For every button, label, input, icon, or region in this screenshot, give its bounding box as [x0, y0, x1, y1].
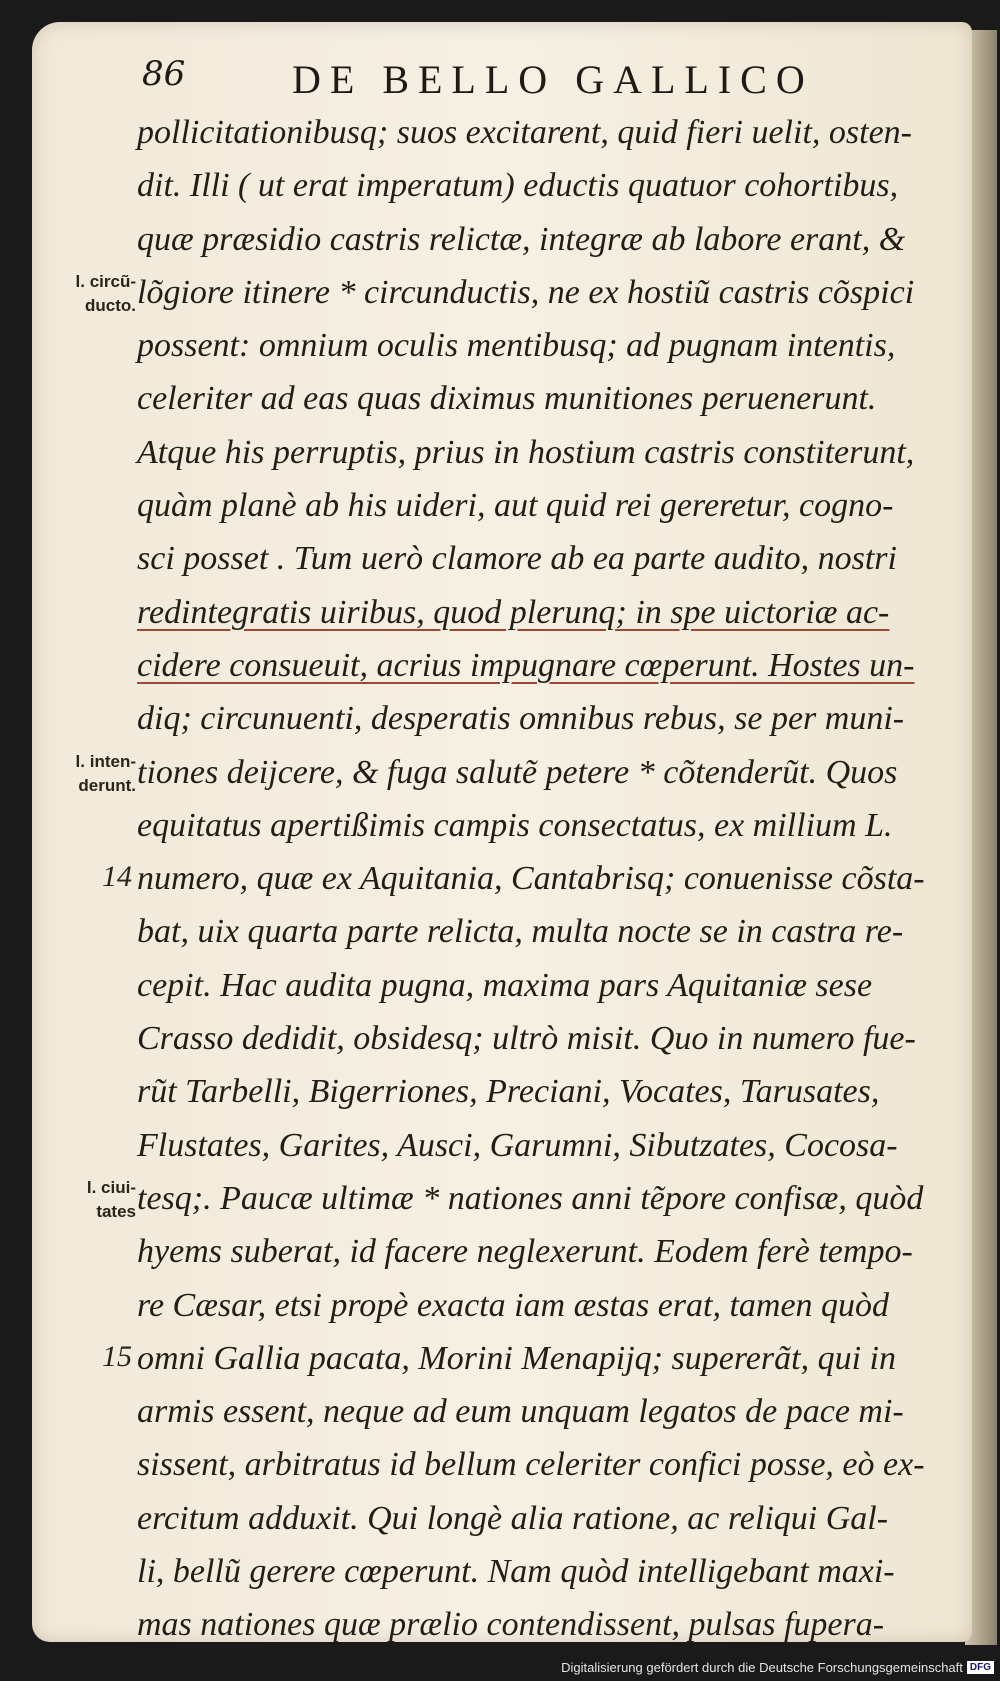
text-line: li, bellũ gerere cœperunt. Nam quòd intelligebant maxi- — [137, 1553, 895, 1591]
running-title: DE BELLO GALLICO — [292, 57, 814, 102]
text-line: ercitum adduxit. Qui longè alia ratione, ac reliqui Gal- — [137, 1499, 889, 1537]
text-line: bat, uix quarta parte relicta, multa nocte se in castra re- — [137, 913, 904, 951]
margin-number: 14 — [102, 860, 132, 894]
text-line: omni Gallia pacata, Morini Menapijq; supererãt, qui in — [137, 1339, 896, 1377]
text-line: celeriter ad eas quas diximus munitiones peruenerunt. — [137, 380, 877, 418]
text-line: redintegratis uiribus, quod plerunq; in spe uictoriæ ac- — [137, 593, 890, 631]
text-line: dit. Illi ( ut erat imperatum) eductis quatuor cohortibus, — [137, 167, 899, 205]
text-line: diq; circunuenti, desperatis omnibus rebus, se per muni- — [137, 700, 905, 738]
text-line: Flustates, Garites, Ausci, Garumni, Sibutzates, Cocosa- — [137, 1126, 898, 1164]
text-line: lõgiore itinere * circunductis, ne ex hostiũ castris cõspici — [137, 273, 915, 311]
text-line: hyems suberat, id facere neglexerunt. Eodem ferè tempo- — [137, 1233, 913, 1271]
text-line: tiones deijcere, & fuga salutẽ petere * cõtenderũt. Quos — [137, 753, 898, 791]
text-line: rũt Tarbelli, Bigerriones, Preciani, Vocates, Tarusates, — [137, 1073, 880, 1111]
margin-note: l. circũ- ducto. — [75, 271, 136, 315]
margin-number: 15 — [102, 1339, 132, 1373]
text-line: pollicitationibusq; suos excitarent, quid fieri uelit, osten- — [137, 114, 912, 151]
dfg-logo: DFG — [967, 1661, 994, 1674]
text-line: equitatus apertißimis campis consectatus, ex millium L. — [137, 806, 893, 844]
text-line: possent: omnium oculis mentibusq; ad pugnam intentis, — [137, 327, 896, 365]
page-number: 86 — [142, 54, 186, 94]
page-header — [142, 50, 902, 110]
text-line: Atque his perruptis, prius in hostium castris constiterunt, — [137, 433, 915, 471]
footer-credit — [561, 1657, 994, 1677]
text-line: armis essent, neque ad eum unquam legatos de pace mi- — [137, 1393, 904, 1431]
text-line: cepit. Hac audita pugna, maxima pars Aquitaniæ sese — [137, 966, 873, 1004]
text-line: cidere consueuit, acrius impugnare cœperunt. Hostes un- — [137, 646, 915, 684]
text-line: mas nationes quæ prælio contendissent, pulsas fupera- — [137, 1606, 885, 1642]
text-line: tesq;. Paucæ ultimæ * nationes anni tẽpore confisæ, quòd — [137, 1179, 924, 1217]
body-text — [137, 106, 967, 1642]
text-line: quàm planè ab his uideri, aut quid rei gereretur, cogno- — [137, 487, 894, 525]
footer-credit-text: Digitalisierung gefördert durch die Deutsche Forschungsgemeinschaft — [561, 1659, 963, 1675]
text-line: numero, quæ ex Aquitania, Cantabrisq; conuenisse cõsta- — [137, 860, 925, 898]
text-line: sci posset . Tum uerò clamore ab ea parte audito, nostri — [137, 540, 897, 578]
text-line: re Cæsar, etsi propè exacta iam æstas erat, tamen quòd — [137, 1286, 890, 1324]
text-line: sissent, arbitratus id bellum celeriter confici posse, eò ex- — [137, 1446, 925, 1484]
text-line: Crasso dedidit, obsidesq; ultrò misit. Quo in numero fue- — [137, 1020, 916, 1058]
margin-note: l. ciui- tates — [86, 1178, 136, 1221]
book-page — [32, 22, 972, 1642]
margin-note: l. inten- derunt. — [75, 751, 136, 795]
text-line: quæ præsidio castris relictæ, integræ ab labore erant, & — [137, 220, 906, 258]
